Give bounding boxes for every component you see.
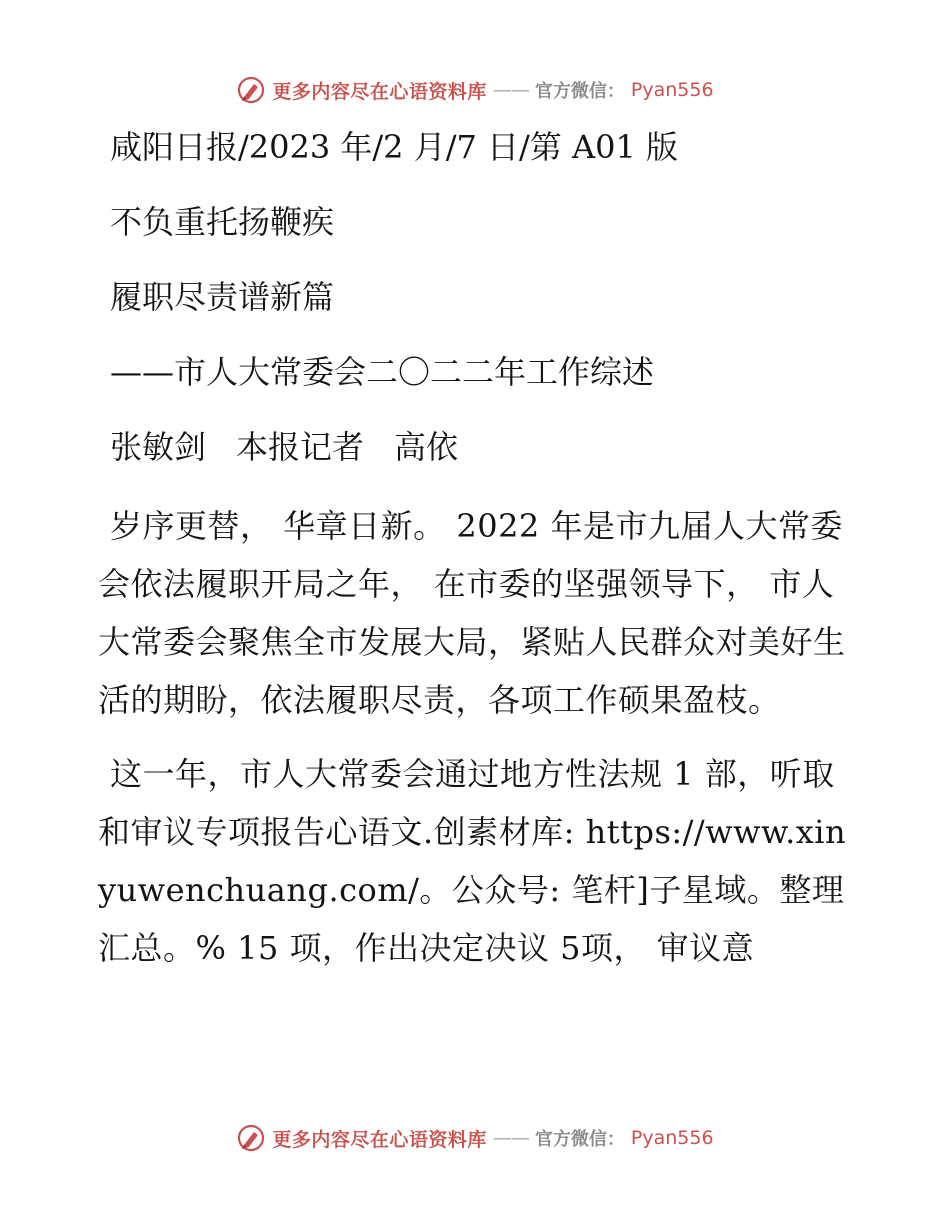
- banner-wechat-label: 官方微信：: [534, 1129, 625, 1150]
- header-watermark-banner: [0, 70, 950, 110]
- dateline: 咸阳日报/2023 年/2 月/7 日/第 A01 版: [110, 128, 678, 166]
- paragraph-1: 岁序更替， 华章日新。 2022 年是市九届人大常委会依法履职开局之年， 在市委的坚强领导下， 市人大常委会聚焦全市发展大局，紧贴人民群众对美好生活的期盼，依法履职尽责，各项工作硕果盈枝。: [98, 507, 846, 719]
- reporter-label: 本报记者: [236, 428, 365, 466]
- author-name: 张敏剑: [110, 428, 207, 466]
- byline: [110, 422, 858, 472]
- footer-watermark-banner: [0, 1118, 950, 1158]
- banner-main-text: 更多内容尽在心语资料库: [272, 1128, 487, 1151]
- title-line-2: 履职尽责谱新篇: [110, 278, 335, 316]
- subtitle: ——市人大常委会二〇二二年工作综述: [110, 353, 655, 391]
- banner-separator: ——: [492, 1127, 529, 1149]
- banner-wechat-label: 官方微信：: [534, 81, 625, 102]
- pen-logo-icon: [236, 75, 266, 105]
- pen-logo-icon: [236, 1123, 266, 1153]
- article-body: [98, 122, 858, 993]
- paragraph-2: 这一年，市人大常委会通过地方性法规 1 部，听取和审议专项报告心语文.创素材库: https://www.xinyuwenchuang.com/。公众号: 笔杆]子星域。整理汇总。% 15 项，作出决定决议 5项， 审议意: [98, 755, 847, 967]
- reporter-name: 高依: [394, 428, 459, 466]
- title-line-1: 不负重托扬鞭疾: [110, 203, 335, 241]
- banner-wechat-id: Pyan556: [630, 79, 714, 101]
- banner-wechat-id: Pyan556: [630, 1127, 714, 1149]
- banner-main-text: 更多内容尽在心语资料库: [272, 80, 487, 103]
- banner-separator: ——: [492, 79, 529, 101]
